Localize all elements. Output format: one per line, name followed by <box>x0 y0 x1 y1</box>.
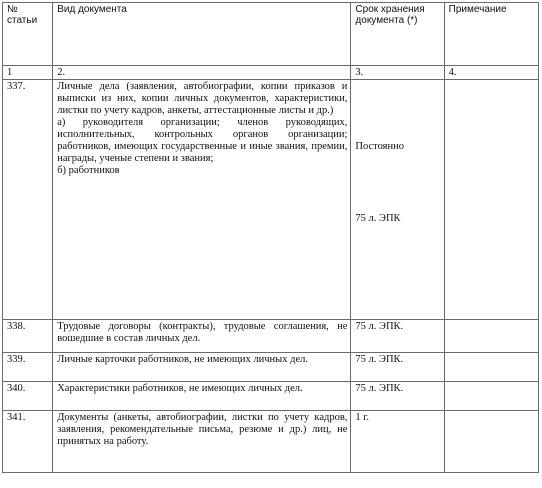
document-type: Личные карточки работников, не имеющих личных дел. <box>53 353 351 382</box>
column-number-1: 1 <box>3 66 53 80</box>
header-retention-period: Срок хранения документа (*) <box>351 3 444 66</box>
document-type <box>53 80 351 320</box>
retention-period <box>351 80 444 320</box>
note-cell <box>444 353 538 382</box>
column-number-2: 2. <box>53 66 351 80</box>
document-type: Документы (анкеты, автобиографии, листки по учету кадров, заявления, рекомендательные письма, резюме и др.) лиц, не принятых на работу. <box>53 411 351 473</box>
table-row <box>3 411 539 473</box>
document-type-option-b: б) работников <box>57 165 120 176</box>
note-cell <box>444 80 538 320</box>
table-row <box>3 382 539 411</box>
document-type-intro: Личные дела (заявления, автобиографии, копии приказов и выписки из них, копии личных документов, характеристики, листки по учету кадров, анкеты, аттестационные листы и др.) <box>57 81 348 116</box>
header-row <box>3 3 539 66</box>
column-number-3: 3. <box>351 66 444 80</box>
retention-period-b: 75 л. ЭПК <box>355 213 401 224</box>
retention-period: 1 г. <box>351 411 444 473</box>
retention-period-a: Постоянно <box>355 141 404 152</box>
note-cell <box>444 411 538 473</box>
retention-period: 75 л. ЭПК. <box>351 320 444 353</box>
document-type-option-a: а) руководителя организации; членов руководящих, исполнительных, контрольных органов организации; работников, имеющих государственные и иные звания, премии, награды, ученые степени и звания; <box>57 117 348 164</box>
column-number-4: 4. <box>444 66 538 80</box>
article-number: 339. <box>3 353 53 382</box>
table-row <box>3 320 539 353</box>
article-number: 338. <box>3 320 53 353</box>
header-note: Примечание <box>444 3 538 66</box>
header-article-number: № статьи <box>3 3 53 66</box>
table-row <box>3 353 539 382</box>
article-number: 337. <box>3 80 53 320</box>
retention-period: 75 л. ЭПК. <box>351 353 444 382</box>
note-cell <box>444 382 538 411</box>
retention-period: 75 л. ЭПК. <box>351 382 444 411</box>
header-document-type: Вид документа <box>53 3 351 66</box>
article-number: 340. <box>3 382 53 411</box>
article-number: 341. <box>3 411 53 473</box>
records-retention-table <box>2 2 539 473</box>
column-number-row <box>3 66 539 80</box>
note-cell <box>444 320 538 353</box>
document-type: Трудовые договоры (контракты), трудовые соглашения, не вошедшие в состав личных дел. <box>53 320 351 353</box>
table-row <box>3 80 539 320</box>
document-type: Характеристики работников, не имеющих личных дел. <box>53 382 351 411</box>
